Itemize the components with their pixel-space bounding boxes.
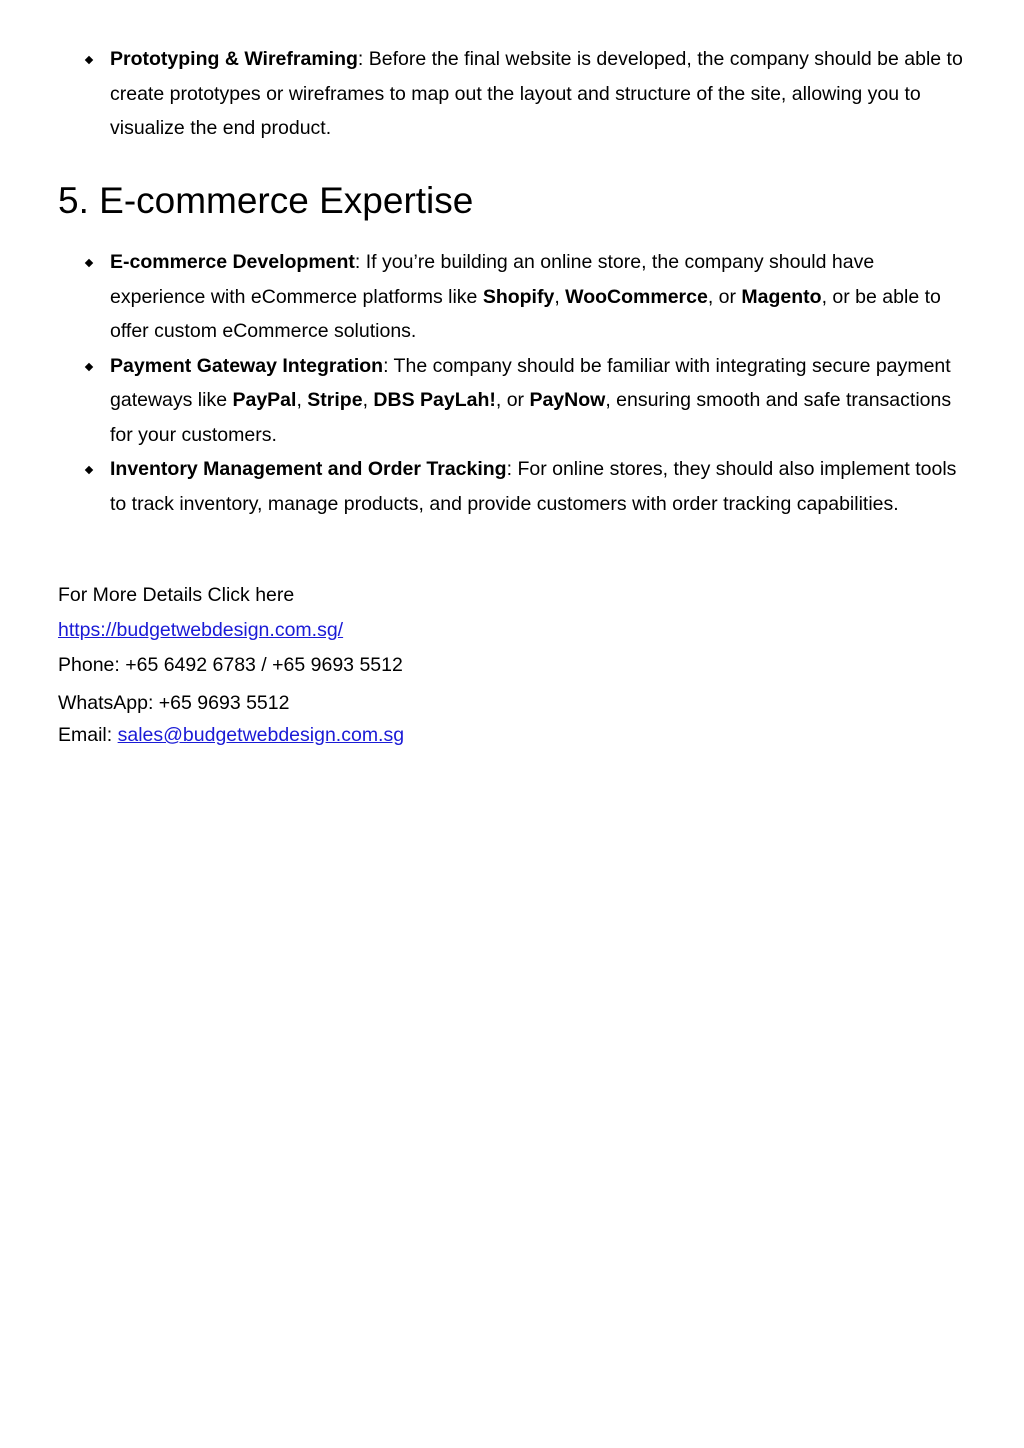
- platform-shopify: Shopify: [482, 285, 555, 308]
- website-link[interactable]: https://budgetwebdesign.com.sg/: [58, 619, 344, 641]
- prototyping-list: [84, 42, 968, 146]
- diamond-bullet-icon: [85, 259, 93, 267]
- platform-magento: Magento: [741, 285, 822, 308]
- item-text: : The company should be familiar with integrating secure payment gateways like: [110, 354, 951, 411]
- item-text: ,: [296, 389, 308, 411]
- item-title: Inventory Management and Order Tracking: [110, 458, 507, 480]
- diamond-bullet-icon: [85, 56, 93, 64]
- gateway-stripe: Stripe: [307, 389, 363, 411]
- item-text: , ensuring smooth and safe transactions for your customers.: [110, 389, 952, 446]
- platform-woocommerce: WooCommerce: [565, 285, 708, 308]
- gateway-paypal: PayPal: [232, 389, 297, 411]
- whatsapp-text: WhatsApp: +65 9693 5512: [58, 692, 290, 714]
- email-line: [58, 722, 404, 748]
- list-item: [84, 245, 968, 349]
- phone-text: Phone: +65 6492 6783 / +65 9693 5512: [58, 654, 403, 676]
- more-details-text: For More Details Click here: [58, 584, 295, 606]
- item-text: : Before the final website is developed, the company should be able to create prototypes or wireframes to map out the layout and structure of the site, allowing you to visualize the end product.: [110, 48, 963, 139]
- diamond-bullet-icon: [85, 466, 93, 474]
- item-title: Prototyping & Wireframing: [110, 48, 358, 70]
- item-text: ,: [362, 389, 374, 411]
- list-item: [84, 452, 968, 521]
- item-text: , or: [707, 285, 742, 308]
- website-link-line: [58, 617, 343, 643]
- section-heading: 5. E-commerce Expertise: [58, 180, 474, 221]
- item-text: , or: [495, 389, 530, 411]
- diamond-bullet-icon: [85, 362, 93, 370]
- list-item: [84, 42, 968, 146]
- item-text: ,: [554, 285, 566, 308]
- item-text: : If you’re building an online store, the company should have experience with eCommerce platforms like: [110, 251, 875, 308]
- gateway-dbs-paylah: DBS PayLah!: [373, 389, 496, 411]
- list-item: [84, 349, 968, 453]
- ecommerce-list: [84, 245, 968, 521]
- item-title: Payment Gateway Integration: [110, 354, 384, 377]
- email-label: Email:: [58, 724, 118, 746]
- item-title: E-commerce Development: [110, 251, 355, 273]
- gateway-paynow: PayNow: [529, 389, 606, 411]
- item-text: : For online stores, they should also implement tools to track inventory, manage products, and provide customers with order tracking capabilities.: [110, 458, 957, 515]
- item-text: , or be able to offer custom eCommerce solutions.: [110, 285, 941, 342]
- email-link[interactable]: sales@budgetwebdesign.com.sg: [117, 724, 405, 746]
